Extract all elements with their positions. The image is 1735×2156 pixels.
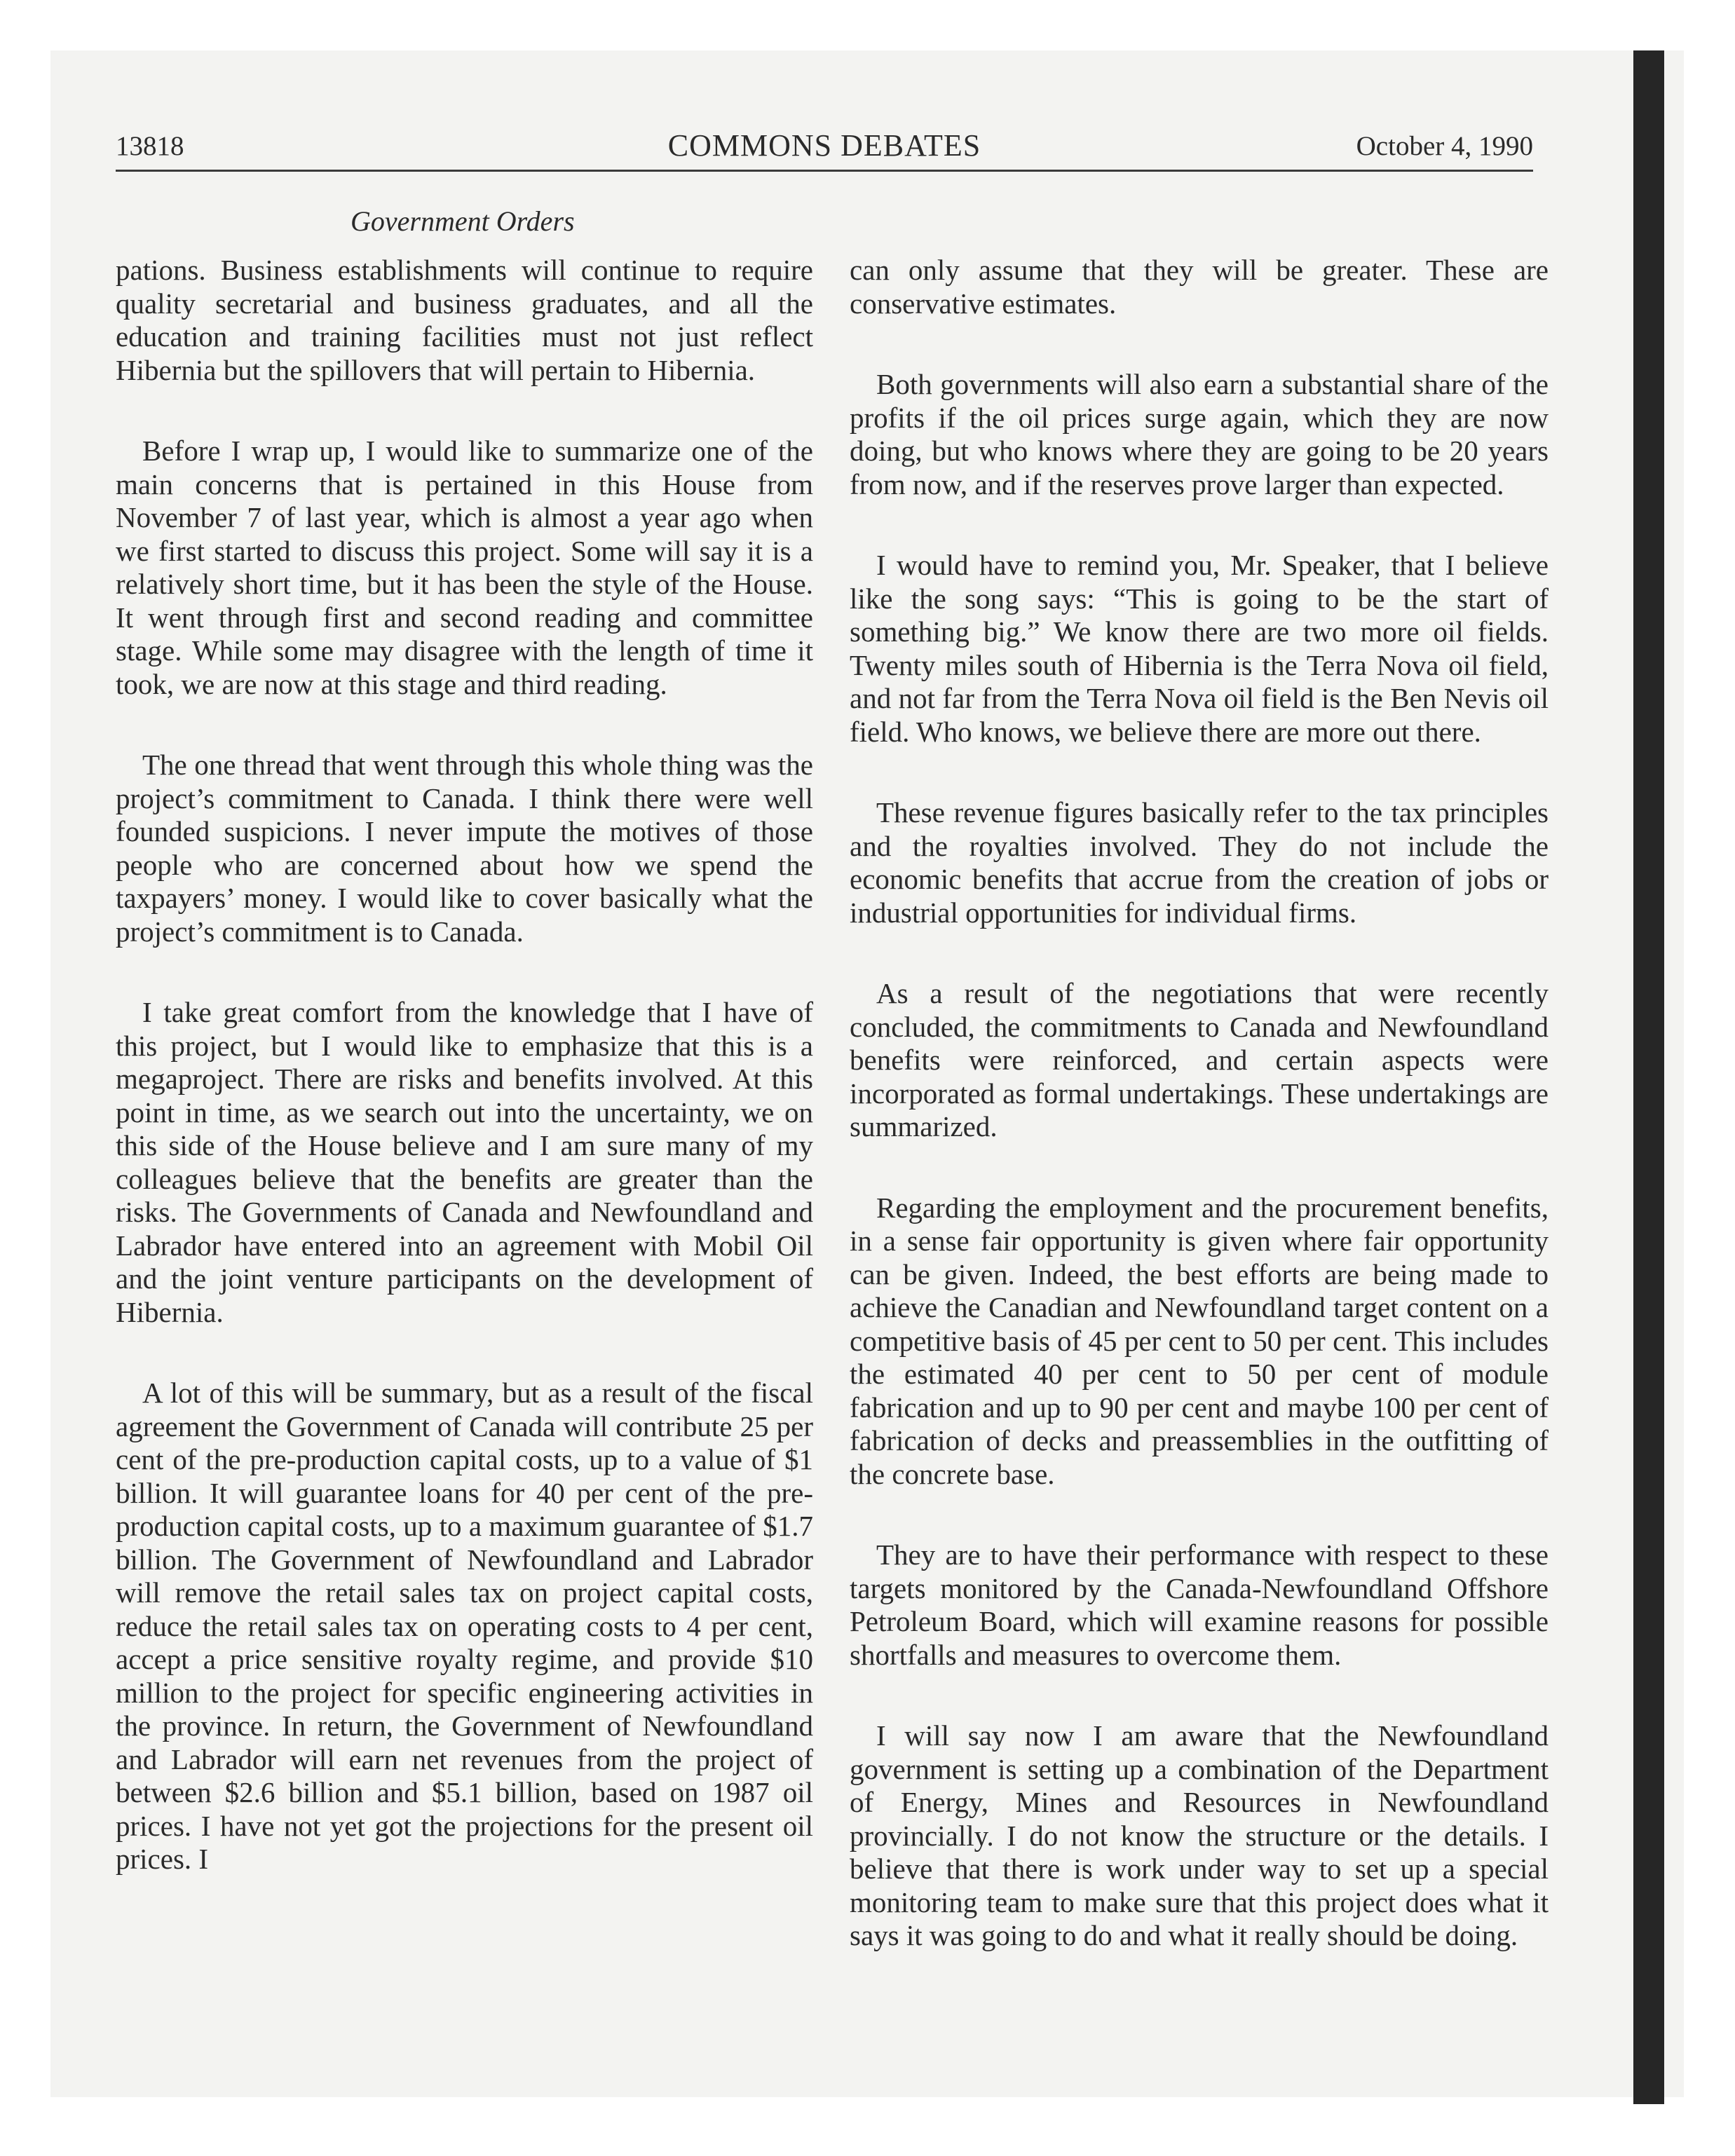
page-header bbox=[116, 128, 1533, 172]
paragraph: Regarding the employment and the procurement benefits, in a sense fair opportunity is given where fair opportunity can be given. Indeed, the best efforts are being made to achieve the Canadian and Newfoundland target content on a competitive basis of 45 per cent to 50 per cent. This includes the estimated 40 per cent to 50 per cent of module fabrication and up to 90 per cent and maybe 100 per cent of fabrication of decks and preassemblies in the outfitting of the concrete base. bbox=[850, 1191, 1549, 1490]
paragraph: I take great comfort from the knowledge that I have of this project, but I would like to emphasize that this is a megaproject. There are risks and benefits involved. At this point in time, as we search out into the uncertainty, we on this side of the House believe and I am sure many of my colleagues believe that the benefits are greater than the risks. The Governments of Canada and Newfoundland and Labrador have entered into an agreement with Mobil Oil and the joint venture participants on the development of Hibernia. bbox=[116, 996, 813, 1328]
paragraph: pations. Business establishments will continue to require quality secretarial and business graduates, and all the education and training facilities must not just reflect Hibernia but the spillovers that will pertain to Hibernia. bbox=[116, 254, 813, 386]
page-number: 13818 bbox=[116, 131, 184, 161]
paragraph: As a result of the negotiations that were recently concluded, the commitments to Canada and Newfoundland benefits were reinforced, and certain aspects were incorporated as formal undertakings. These undertakings are summarized. bbox=[850, 977, 1549, 1142]
scan-border bbox=[1633, 50, 1664, 2104]
section-heading: Government Orders bbox=[351, 205, 575, 237]
paragraph: I will say now I am aware that the Newfoundland government is setting up a combination of the Department of Energy, Mines and Resources in Newfoundland provincially. I do not know the structure or the details. I believe that there is work under way to set up a special monitoring team to make sure that this project does what it says it was going to do and what it really should be doing. bbox=[850, 1719, 1549, 1951]
issue-date: October 4, 1990 bbox=[1356, 131, 1533, 161]
journal-title: COMMONS DEBATES bbox=[667, 128, 981, 163]
paragraph: can only assume that they will be greater. These are conservative estimates. bbox=[850, 254, 1549, 320]
paragraph: Both governments will also earn a substantial share of the profits if the oil prices surge again, which they are now doing, but who knows where they are going to be 20 years from now, and if the reserves prove larger than expected. bbox=[850, 368, 1549, 500]
paragraph: A lot of this will be summary, but as a result of the fiscal agreement the Government of Canada will contribute 25 per cent of the pre-production capital costs, up to a value of $1 billion. It will guarantee loans for 40 per cent of the pre-production capital costs, up to a maximum guarantee of $1.7 billion. The Government of Newfoundland and Labrador will remove the retail sales tax on project capital costs, reduce the retail sales tax on operating costs to 4 per cent, accept a price sensitive royalty regime, and provide $10 million to the project for specific engineering activities in the province. In return, the Government of Newfoundland and Labrador will earn net revenues from the project of between $2.6 billion and $5.1 billion, based on 1987 oil prices. I have not yet got the projections for the present oil prices. I bbox=[116, 1377, 813, 1875]
right-column bbox=[850, 254, 1549, 2000]
paragraph: Before I wrap up, I would like to summarize one of the main concerns that is pertained in this House from November 7 of last year, which is almost a year ago when we first started to discuss this project. Some will say it is a relatively short time, but it has been the style of the House. It went through first and second reading and committee stage. While some may disagree with the length of time it took, we are now at this stage and third reading. bbox=[116, 435, 813, 700]
paragraph: They are to have their performance with respect to these targets monitored by the Canada-Newfoundland Offshore Petroleum Board, which will examine reasons for possible shortfalls and measures to overcome them. bbox=[850, 1538, 1549, 1671]
left-column bbox=[116, 254, 813, 1924]
paragraph: These revenue figures basically refer to the tax principles and the royalties involved. They do not include the economic benefits that accrue from the creation of jobs or industrial opportunities for individual firms. bbox=[850, 796, 1549, 929]
paragraph: The one thread that went through this whole thing was the project’s commitment to Canada. I think there were well founded suspicions. I never impute the motives of those people who are concerned about how we spend the taxpayers’ money. I would like to cover basically what the project’s commitment is to Canada. bbox=[116, 749, 813, 948]
paragraph: I would have to remind you, Mr. Speaker, that I believe like the song says: “This is going to be the start of something big.” We know there are two more oil fields. Twenty miles south of Hibernia is the Terra Nova oil field, and not far from the Terra Nova oil field is the Ben Nevis oil field. Who knows, we believe there are more out there. bbox=[850, 549, 1549, 748]
